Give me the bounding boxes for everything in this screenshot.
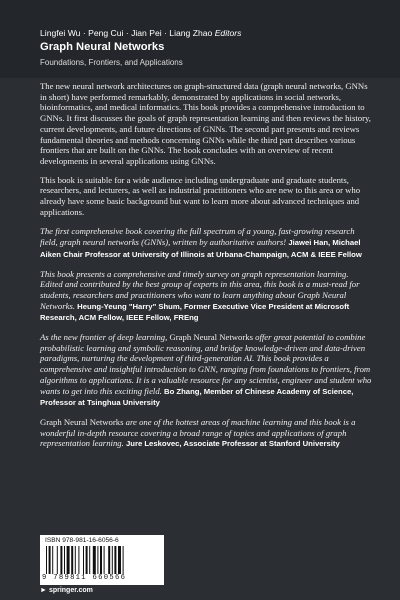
review-3-book-title: Graph Neural Networks	[169, 332, 253, 343]
publisher-website[interactable]	[40, 587, 93, 594]
review-1-quote: The first comprehensive book covering the full spectrum of a young, fast-growing research field, graph neural networks (GNNs), written by authoritative authors!	[40, 226, 355, 248]
barcode-bars	[45, 546, 159, 574]
review-2	[40, 269, 373, 325]
barcode-digits: 9 789811 660566	[42, 574, 127, 582]
review-4-reviewer: Jure Leskovec, Associate Professor at Stanford University	[125, 439, 340, 449]
book-subtitle: Foundations, Frontiers, and Applications	[40, 58, 183, 67]
description-paragraph-1: The new neural network architectures on graph-structured data (graph neural networks, GNNs in short) have performed remarkably, demonstrated by applications in social networks, bioinformatics, and medical informatics. This book provides a comprehensive introduction to GNNs. It first discusses the goals of graph representation learning and then reviews the history, current developments, and future directions of GNNs. The second part presents and reviews fundamental theories and methods concerning GNNs while the third part describes various frontiers that are built on the GNNs. The book concludes with an overview of recent developments in several applications using GNNs.	[40, 81, 371, 166]
review-2-quote: This book presents a comprehensive and timely survey on graph representation learning. Edited and contributed by the best group of experts in this area, this book is a must-read for students, researchers and practitioners who want to learn anything about Graph Neural Networks.	[40, 268, 360, 311]
description-paragraph-2: This book is suitable for a wide audience including undergraduate and graduate students, researchers, and lecturers, as well as industrial practitioners who are new to this area or who already have some basic background but want to learn more about advanced techniques and applications.	[40, 174, 361, 217]
book-title: Graph Neural Networks	[40, 41, 165, 53]
review-1	[40, 226, 373, 260]
review-3-reviewer: Bo Zhang, Member of Chinese Academy of Science, Professor at Tsinghua University	[40, 386, 354, 408]
publisher-website-text: springer.com	[48, 587, 93, 594]
cover-header	[0, 0, 400, 78]
review-4-book-title: Graph Neural Networks	[40, 416, 124, 427]
arrow-right-icon: ►	[40, 587, 47, 594]
authors-names: Lingfei Wu · Peng Cui · Jian Pei · Liang Zhao	[40, 28, 213, 38]
review-4-quote: are one of the hottest areas of machine learning and this book is a wonderful in-depth resource covering a broad range of topics and applications of graph representation learning.	[40, 416, 356, 449]
review-3-quote-part2: offer great potential to combine probabilistic learning and symbolic reasoning, and bridge knowledge-driven and data-driven paradigms, nurturing the development of third-generation AI. This book provides a comprehensive and insightful introduction to GNN, ranging from foundations to frontiers, from algorithms to applications. It is a valuable resource for any scientist, engineer and student who wants to get into this exciting field.	[40, 332, 372, 396]
review-4	[40, 417, 373, 450]
cover-text	[40, 81, 373, 450]
isbn-barcode	[40, 535, 164, 585]
isbn-label: ISBN 978-981-16-6056-6	[45, 537, 119, 544]
review-3-quote-part1: As the new frontier of deep learning,	[40, 332, 170, 343]
review-2-reviewer: Heung-Yeung "Harry" Shum, Former Executive Vice President at Microsoft Research, ACM Fellow, IEEE Fellow, FREng	[40, 301, 350, 323]
review-3	[40, 332, 373, 409]
editors-line	[40, 28, 241, 38]
review-1-reviewer: Jiawei Han, Michael Aiken Chair Professor at University of Illinois at Urbana-Champaign, ACM & IEEE Fellow	[40, 238, 362, 259]
editors-label: Editors	[214, 28, 242, 38]
